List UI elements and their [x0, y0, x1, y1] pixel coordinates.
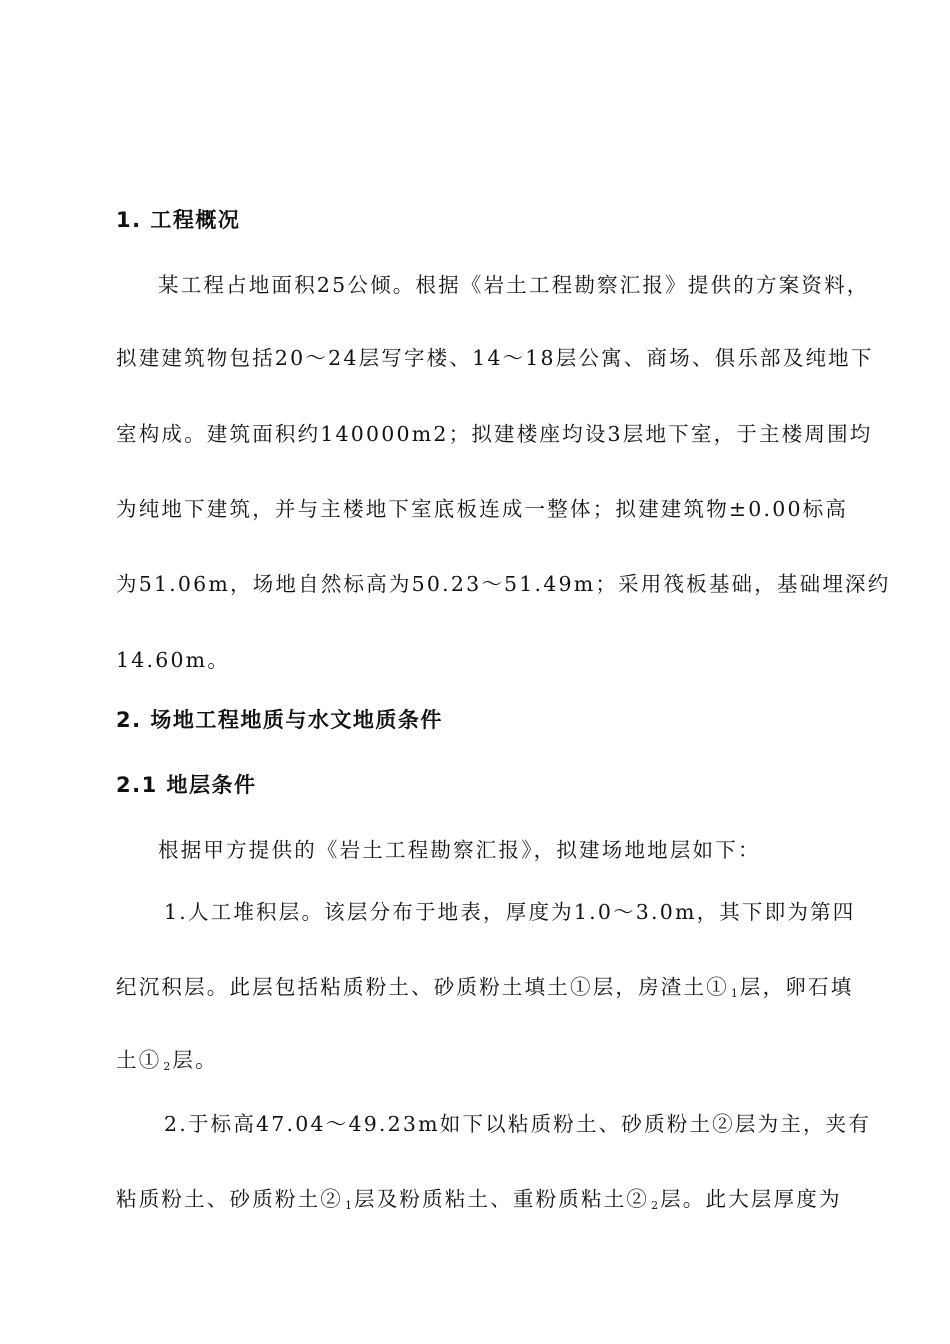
overview-line-1: 某工程占地面积25公倾。根据《岩土工程勘察汇报》提供的方案资料， [158, 273, 870, 297]
layer1-line-3 [116, 1050, 218, 1072]
layer2-line-1: 2.于标高47.04～49.23m如下以粘质粉土、砂质粉土②层为主，夹有 [164, 1112, 872, 1136]
strata-intro: 根据甲方提供的《岩土工程勘察汇报》，拟建场地地层如下： [158, 838, 761, 862]
overview-line-3: 室构成。建筑面积约140000m2；拟建楼座均设3层地下室，于主楼周围均 [116, 422, 873, 446]
section-heading-geology: 2. 场地工程地质与水文地质条件 [116, 708, 443, 732]
layer1-line-1: 1.人工堆积层。该层分布于地表，厚度为1.0～3.0m，其下即为第四 [164, 900, 856, 924]
layer1-line-2-text-a: 纪沉积层。此层包括粘质粉土、砂质粉土填土①层，房渣土① [116, 975, 729, 999]
layer2-line-2-text-c: 层。此大层厚度为 [660, 1187, 842, 1211]
layer1-line-3-subscript: 2 [163, 1060, 171, 1073]
overview-line-4: 为纯地下建筑，并与主楼地下室底板连成一整体；拟建建筑物±0.00标高 [116, 497, 849, 521]
layer1-line-2-subscript: 1 [730, 987, 738, 1000]
overview-line-6: 14.60m。 [116, 648, 231, 672]
layer2-line-2-subscript-1: 1 [345, 1199, 352, 1212]
section-heading-strata: 2.1 地层条件 [116, 773, 257, 797]
layer2-line-2 [116, 1189, 842, 1211]
section-heading-overview: 1. 工程概况 [116, 208, 241, 232]
layer1-line-3-text-a: 土① [116, 1048, 162, 1072]
layer2-line-2-text-b: 层及粉质粘土、重粉质粘土② [354, 1187, 650, 1211]
layer1-line-2-text-b: 层，卵石填 [739, 975, 854, 999]
overview-line-5: 为51.06m，场地自然标高为50.23～51.49m；采用筏板基础，基础埋深约 [116, 572, 891, 596]
layer1-line-2 [116, 977, 853, 999]
layer2-line-2-text-a: 粘质粉土、砂质粉土② [116, 1187, 343, 1211]
overview-line-2: 拟建建筑物包括20～24层写字楼、14～18层公寓、商场、俱乐部及纯地下 [116, 346, 874, 370]
layer1-line-3-text-b: 层。 [172, 1048, 218, 1072]
layer2-line-2-subscript-2: 2 [651, 1199, 659, 1212]
